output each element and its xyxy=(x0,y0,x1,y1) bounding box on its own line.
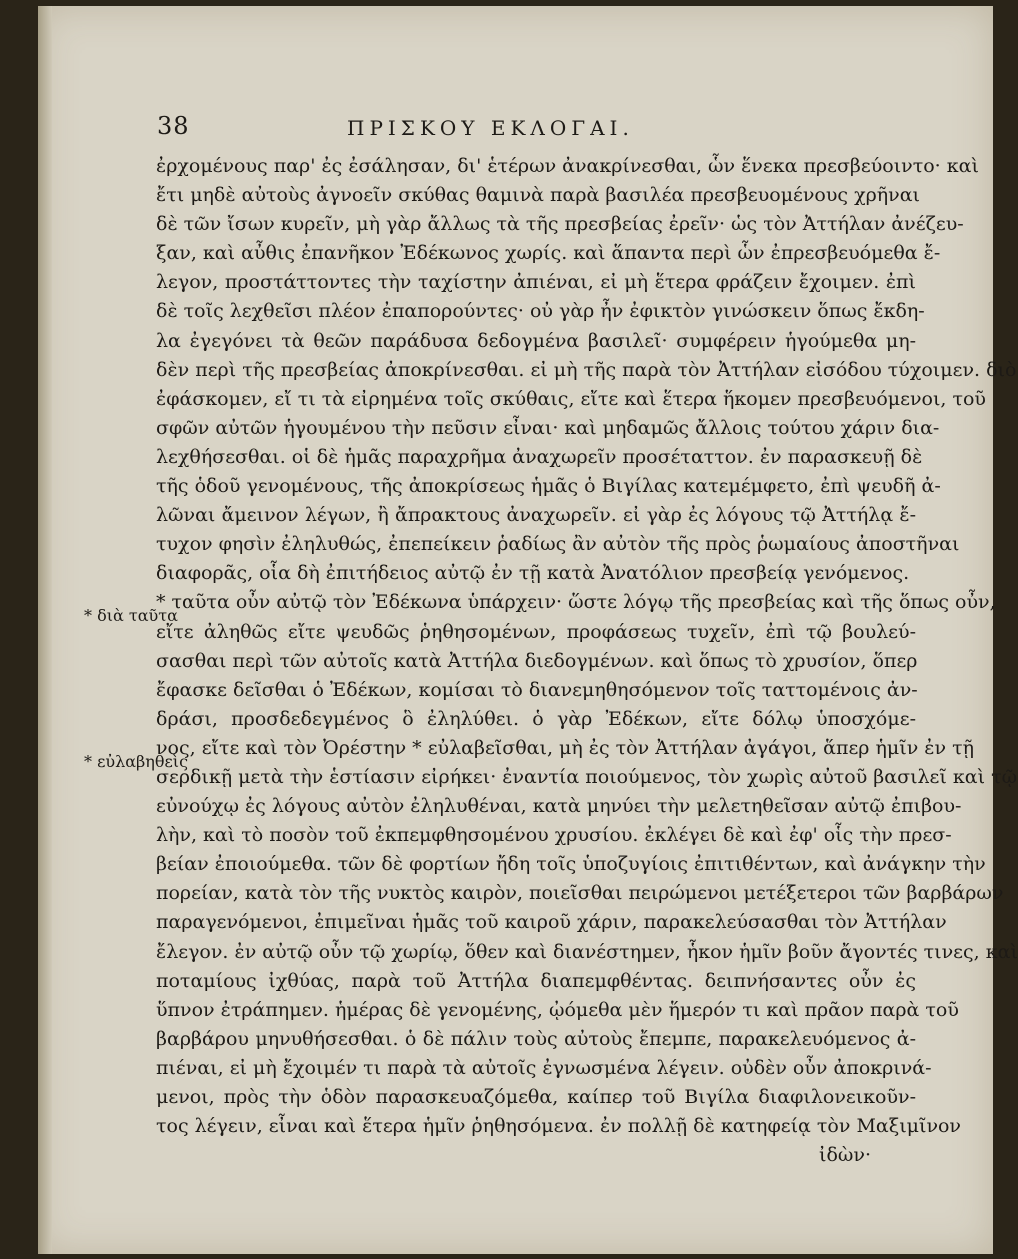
body-text xyxy=(156,152,1018,1170)
page-gutter xyxy=(38,6,52,1254)
text-line: τος λέγειν, εἶναι καὶ ἕτερα ἡμῖν ῥηθησόμενα. ἐν πολλῇ δὲ κατηφείᾳ τὸν Μαξιμῖνον xyxy=(156,1115,961,1138)
text-line: νος, εἴτε καὶ τὸν Ὀρέστην * εὐλαβεῖσθαι, μὴ ἐς τὸν Ἀττήλαν ἀγάγοι, ἅπερ ἡμῖν ἐν τῇ xyxy=(156,736,974,759)
running-title: ΠΡΙΣΚΟΥ ΕΚΛΟΓΑΙ. xyxy=(347,116,634,140)
text-line: βείαν ἐποιούμεθα. τῶν δὲ φορτίων ἤδη τοῖς ὑποζυγίοις ἐπιτιθέντων, καὶ ἀνάγκην τὴν xyxy=(156,853,986,876)
text-line: πορείαν, κατὰ τὸν τῆς νυκτὸς καιρὸν, ποιεῖσθαι πειρώμενοι μετέξετεροι τῶν βαρβάρων xyxy=(156,882,1004,905)
text-line: δὲ τοῖς λεχθεῖσι πλέον ἐπαπορούντες· οὐ γὰρ ἦν ἐφικτὸν γινώσκειν ὅπως ἔκδη- xyxy=(156,300,925,323)
text-line: ἔφασκε δεῖσθαι ὁ Ἐδέκων, κομίσαι τὸ διανεμηθησόμενον τοῖς ταττομένοις ἀν- xyxy=(156,678,918,701)
text-line: παραγενόμενοι, ἐπιμεῖναι ἡμᾶς τοῦ καιροῦ χάριν, παρακελεύσασθαι τὸν Ἀττήλαν xyxy=(156,911,947,934)
text-line: λὴν, καὶ τὸ ποσὸν τοῦ ἐκπεμφθησομένου χρυσίου. ἐκλέγει δὲ καὶ ἐφ' οἷς τὴν πρεσ- xyxy=(156,824,952,847)
text-line: ἔλεγον. ἐν αὐτῷ οὖν τῷ χωρίῳ, ὅθεν καὶ διανέστημεν, ἧκον ἡμῖν βοῦν ἄγοντές τινες, καὶ xyxy=(156,940,1018,963)
text-line: βαρβάρου μηνυθήσεσθαι. ὁ δὲ πάλιν τοὺς αὐτοὺς ἔπεμπε, παρακελευόμενος ἀ- xyxy=(156,1027,916,1050)
text-line: ποταμίους ἰχθύας, παρὰ τοῦ Ἀττήλα διαπεμφθέντας. δειπνήσαντες οὖν ἐς xyxy=(156,969,916,992)
text-line: πιέναι, εἰ μὴ ἔχοιμέν τι παρὰ τὰ αὐτοῖς ἐγνωσμένα λέγειν. οὐδὲν οὖν ἀποκρινά- xyxy=(156,1056,932,1079)
text-line: δὲν περὶ τῆς πρεσβείας ἀποκρίνεσθαι. εἰ μὴ τῆς παρὰ τὸν Ἀττήλαν εἰσόδου τύχοιμεν. διὸ xyxy=(156,358,1017,381)
text-line: εἴτε ἀληθῶς εἴτε ψευδῶς ῥηθησομένων, προφάσεως τυχεῖν, ἐπὶ τῷ βουλεύ- xyxy=(156,620,916,643)
page-number: 38 xyxy=(157,112,190,140)
text-line: λεχθήσεσθαι. οἱ δὲ ἡμᾶς παραχρῆμα ἀναχωρεῖν προσέταττον. ἐν παρασκευῇ δὲ xyxy=(156,445,923,468)
text-line: σφῶν αὐτῶν ἡγουμένου τὴν πεῦσιν εἶναι· καὶ μηδαμῶς ἄλλοις τούτου χάριν δια- xyxy=(156,416,940,439)
text-line: τῆς ὁδοῦ γενομένους, τῆς ἀποκρίσεως ἡμᾶς ὁ Βιγίλας κατεμέμφετο, ἐπὶ ψευδῆ ἀ- xyxy=(156,475,941,498)
text-line: σερδικῇ μετὰ τὴν ἑστίασιν εἰρήκει· ἐναντία ποιούμενος, τὸν χωρὶς αὐτοῦ βασιλεῖ καὶ τῷ xyxy=(156,765,1018,788)
catchword: ἰδὼν· xyxy=(819,1144,871,1167)
text-line: διαφορᾶς, οἷα δὴ ἐπιτήδειος αὐτῷ ἐν τῇ κατὰ Ἀνατόλιον πρεσβείᾳ γενόμενος. xyxy=(156,562,910,585)
page-header xyxy=(157,112,717,142)
text-line: ὕπνον ἐτράπημεν. ἡμέρας δὲ γενομένης, ᾠόμεθα μὲν ἥμερόν τι καὶ πρᾶον παρὰ τοῦ xyxy=(156,998,959,1021)
marginal-note: * εὐλαβηθεὶς xyxy=(84,752,189,771)
text-line: σασθαι περὶ τῶν αὐτοῖς κατὰ Ἀττήλα διεδογμένων. καὶ ὅπως τὸ χρυσίον, ὅπερ xyxy=(156,649,918,672)
text-line: ἐφάσκομεν, εἴ τι τὰ εἰρημένα τοῖς σκύθαις, εἴτε καὶ ἕτερα ἥκομεν πρεσβευόμενοι, τοῦ xyxy=(156,387,986,410)
text-line: εὐνούχῳ ἐς λόγους αὐτὸν ἐληλυθέναι, κατὰ μηνύει τὴν μελετηθεῖσαν αὐτῷ ἐπιβου- xyxy=(156,795,962,818)
text-line: λεγον, προστάττοντες τὴν ταχίστην ἀπιέναι, εἰ μὴ ἕτερα φράζειν ἔχοιμεν. ἐπὶ xyxy=(156,271,916,294)
text-line: ἐρχομένους παρ' ἐς ἐσάλησαν, δι' ἑτέρων ἀνακρίνεσθαι, ὧν ἕνεκα πρεσβεύοιντο· καὶ xyxy=(156,155,979,177)
text-line: τυχον φησὶν ἐληλυθώς, ἐπεπείκειν ῥαδίως ἂν αὐτὸν τῆς πρὸς ῥωμαίους ἀποστῆναι xyxy=(156,533,960,556)
marginal-note: * διὰ ταῦτα xyxy=(84,606,178,625)
text-line: ἔτι μηδὲ αὐτοὺς ἀγνοεῖν σκύθας θαμινὰ παρὰ βασιλέα πρεσβευομένους χρῆναι xyxy=(156,184,920,207)
text-line: δὲ τῶν ἴσων κυρεῖν, μὴ γὰρ ἄλλως τὰ τῆς πρεσβείας ἐρεῖν· ὡς τὸν Ἀττήλαν ἀνέζευ- xyxy=(156,213,964,236)
text-line: λα ἐγεγόνει τὰ θεῶν παράδυσα δεδογμένα βασιλεῖ· συμφέρειν ἡγούμεθα μη- xyxy=(156,329,916,352)
text-line: * ταῦτα οὖν αὐτῷ τὸν Ἐδέκωνα ὑπάρχειν· ὥστε λόγῳ τῆς πρεσβείας καὶ τῆς ὅπως οὖν, xyxy=(156,591,996,614)
text-line: δράσι, προσδεδεγμένος ὃ ἐληλύθει. ὁ γὰρ Ἐδέκων, εἴτε δόλῳ ὑποσχόμε- xyxy=(156,707,916,730)
text-line: λῶναι ἄμεινον λέγων, ἢ ἄπρακτους ἀναχωρεῖν. εἰ γὰρ ἐς λόγους τῷ Ἀττήλᾳ ἔ- xyxy=(156,504,916,527)
text-line: ξαν, καὶ αὖθις ἐπανῆκον Ἐδέκωνος χωρίς. καὶ ἅπαντα περὶ ὧν ἐπρεσβευόμεθα ἔ- xyxy=(156,242,941,265)
text-line: μενοι, πρὸς τὴν ὁδὸν παρασκευαζόμεθα, καίπερ τοῦ Βιγίλα διαφιλονεικοῦν- xyxy=(156,1086,916,1108)
